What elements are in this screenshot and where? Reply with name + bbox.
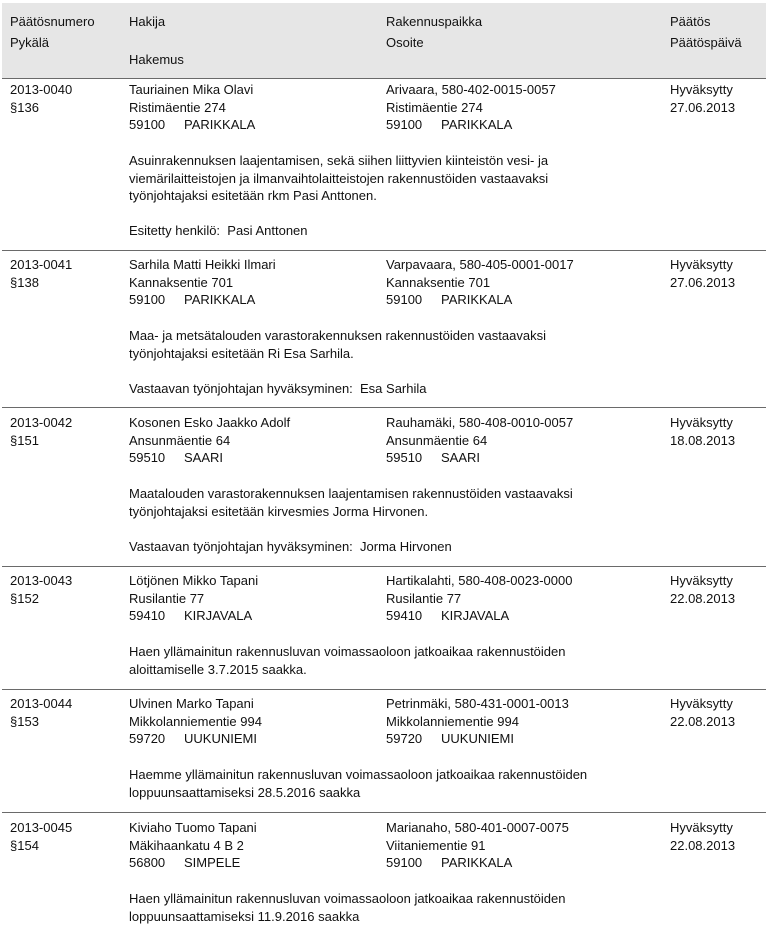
applicant-street: Mikkolanniementie 994 <box>129 713 262 729</box>
site-zip: 59510 <box>386 450 423 465</box>
decision-number: 2013-0042 <box>10 415 73 430</box>
applicant-name: Sarhila Matti Heikki Ilmari <box>129 257 276 272</box>
description-line: Haemme yllämainitun rakennusluvan voimassaoloon jatkoaikaa rakennustöiden <box>129 767 588 782</box>
note-label: Esitetty henkilö: <box>129 223 221 238</box>
decision-date: 22.08.2013 <box>670 713 736 729</box>
site-postal <box>386 730 514 748</box>
description-line: Maa- ja metsätalouden varastorakennuksen rakennustöiden vastaavaksi <box>129 328 546 343</box>
description-line: työnjohtajaksi esitetään rkm Pasi Anttonen. <box>129 188 377 203</box>
section-number: §153 <box>10 713 39 729</box>
applicant-name: Ulvinen Marko Tapani <box>129 696 254 711</box>
applicant-city: KIRJAVALA <box>184 608 253 623</box>
applicant-name: Kosonen Esko Jaakko Adolf <box>129 415 291 430</box>
decision-date: 22.08.2013 <box>670 837 736 853</box>
decision-status: Hyväksytty <box>670 257 733 272</box>
header-site: Rakennuspaikka <box>386 14 483 29</box>
applicant-postal <box>129 730 257 748</box>
site-postal <box>386 854 512 872</box>
site-street: Rusilantie 77 <box>386 590 462 606</box>
site-zip: 59720 <box>386 731 423 746</box>
note-label: Vastaavan työnjohtajan hyväksyminen: <box>129 381 353 396</box>
note-line <box>129 222 308 240</box>
note-value: Jorma Hirvonen <box>360 539 452 554</box>
description-line: Haen yllämainitun rakennusluvan voimassaoloon jatkoaikaa rakennustöiden <box>129 644 566 659</box>
note-line <box>129 380 427 398</box>
entry-divider <box>2 812 766 813</box>
decision-status: Hyväksytty <box>670 696 733 711</box>
header-decision: Päätös <box>670 14 711 29</box>
description-line: aloittamiselle 3.7.2015 saakka. <box>129 661 307 677</box>
section-number: §136 <box>10 99 39 115</box>
header-section: Pykälä <box>10 35 50 50</box>
header-application: Hakemus <box>129 52 184 67</box>
applicant-city: UUKUNIEMI <box>184 731 257 746</box>
applicant-postal <box>129 854 240 872</box>
entry-divider <box>2 566 766 567</box>
note-label: Vastaavan työnjohtajan hyväksyminen: <box>129 539 353 554</box>
description-line: työnjohtajaksi esitetään kirvesmies Jorma Hirvonen. <box>129 503 429 519</box>
site-zip: 59100 <box>386 855 423 870</box>
applicant-zip: 59410 <box>129 608 166 623</box>
site-postal <box>386 116 512 134</box>
site-street: Mikkolanniementie 994 <box>386 713 519 729</box>
section-number: §151 <box>10 432 39 448</box>
site-zip: 59410 <box>386 608 423 623</box>
section-number: §152 <box>10 590 39 606</box>
applicant-zip: 56800 <box>129 855 166 870</box>
site-street: Kannaksentie 701 <box>386 274 491 290</box>
site-postal <box>386 607 509 625</box>
header-decision-date: Päätöspäivä <box>670 35 742 50</box>
decision-number: 2013-0041 <box>10 257 73 272</box>
decision-number: 2013-0040 <box>10 82 73 97</box>
decision-status: Hyväksytty <box>670 573 733 588</box>
site-postal <box>386 291 512 309</box>
table-header <box>2 3 766 79</box>
applicant-zip: 59720 <box>129 731 166 746</box>
applicant-zip: 59100 <box>129 292 166 307</box>
site-postal <box>386 449 480 467</box>
site-zip: 59100 <box>386 117 423 132</box>
building-site: Marianaho, 580-401-0007-0075 <box>386 820 569 835</box>
applicant-postal <box>129 449 223 467</box>
applicant-city: PARIKKALA <box>184 292 256 307</box>
header-decision-number: Päätösnumero <box>10 14 95 29</box>
building-site: Varpavaara, 580-405-0001-0017 <box>386 257 574 272</box>
section-number: §138 <box>10 274 39 290</box>
decision-status: Hyväksytty <box>670 82 733 97</box>
applicant-street: Kannaksentie 701 <box>129 274 234 290</box>
applicant-zip: 59510 <box>129 450 166 465</box>
description-line: viemärilaitteistojen ja ilmanvaihtolaitteistojen rakennustöiden vastaavaksi <box>129 170 549 186</box>
decision-status: Hyväksytty <box>670 820 733 835</box>
description-line: Haen yllämainitun rakennusluvan voimassaoloon jatkoaikaa rakennustöiden <box>129 891 566 906</box>
description-line: työnjohtajaksi esitetään Ri Esa Sarhila. <box>129 345 354 361</box>
description-line: loppuunsaattamiseksi 11.9.2016 saakka <box>129 908 360 924</box>
site-street: Ansunmäentie 64 <box>386 432 488 448</box>
site-street: Viitaniementie 91 <box>386 837 486 853</box>
site-city: UUKUNIEMI <box>441 731 514 746</box>
decision-date: 27.06.2013 <box>670 274 736 290</box>
decision-status: Hyväksytty <box>670 415 733 430</box>
decision-date: 22.08.2013 <box>670 590 736 606</box>
building-site: Petrinmäki, 580-431-0001-0013 <box>386 696 569 711</box>
header-applicant: Hakija <box>129 14 166 29</box>
applicant-postal <box>129 116 255 134</box>
entry-divider <box>2 407 766 408</box>
applicant-name: Lötjönen Mikko Tapani <box>129 573 259 588</box>
applicant-street: Ansunmäentie 64 <box>129 432 231 448</box>
building-site: Arivaara, 580-402-0015-0057 <box>386 82 556 97</box>
site-zip: 59100 <box>386 292 423 307</box>
applicant-street: Ristimäentie 274 <box>129 99 226 115</box>
decision-number: 2013-0044 <box>10 696 73 711</box>
entry-divider <box>2 250 766 251</box>
site-city: PARIKKALA <box>441 117 513 132</box>
applicant-city: SAARI <box>184 450 224 465</box>
header-address: Osoite <box>386 35 424 50</box>
note-value: Esa Sarhila <box>360 381 427 396</box>
decision-number: 2013-0043 <box>10 573 73 588</box>
applicant-street: Rusilantie 77 <box>129 590 205 606</box>
applicant-postal <box>129 291 255 309</box>
decision-date: 18.08.2013 <box>670 432 736 448</box>
applicant-city: PARIKKALA <box>184 117 256 132</box>
decision-number: 2013-0045 <box>10 820 73 835</box>
site-city: PARIKKALA <box>441 292 513 307</box>
description-line: Asuinrakennuksen laajentamisen, sekä siihen liittyvien kiinteistön vesi- ja <box>129 153 549 168</box>
applicant-name: Kiviaho Tuomo Tapani <box>129 820 257 835</box>
note-line <box>129 538 452 556</box>
applicant-postal <box>129 607 252 625</box>
site-city: SAARI <box>441 450 481 465</box>
description-line: loppuunsaattamiseksi 28.5.2016 saakka <box>129 784 361 800</box>
building-site: Rauhamäki, 580-408-0010-0057 <box>386 415 574 430</box>
site-city: KIRJAVALA <box>441 608 510 623</box>
site-city: PARIKKALA <box>441 855 513 870</box>
decision-date: 27.06.2013 <box>670 99 736 115</box>
applicant-street: Mäkihaankatu 4 B 2 <box>129 837 244 853</box>
applicant-zip: 59100 <box>129 117 166 132</box>
entry-divider <box>2 689 766 690</box>
site-street: Ristimäentie 274 <box>386 99 483 115</box>
applicant-name: Tauriainen Mika Olavi <box>129 82 254 97</box>
applicant-city: SIMPELE <box>184 855 241 870</box>
building-site: Hartikalahti, 580-408-0023-0000 <box>386 573 573 588</box>
note-value: Pasi Anttonen <box>227 223 308 238</box>
description-line: Maatalouden varastorakennuksen laajentamisen rakennustöiden vastaavaksi <box>129 486 573 501</box>
section-number: §154 <box>10 837 39 853</box>
